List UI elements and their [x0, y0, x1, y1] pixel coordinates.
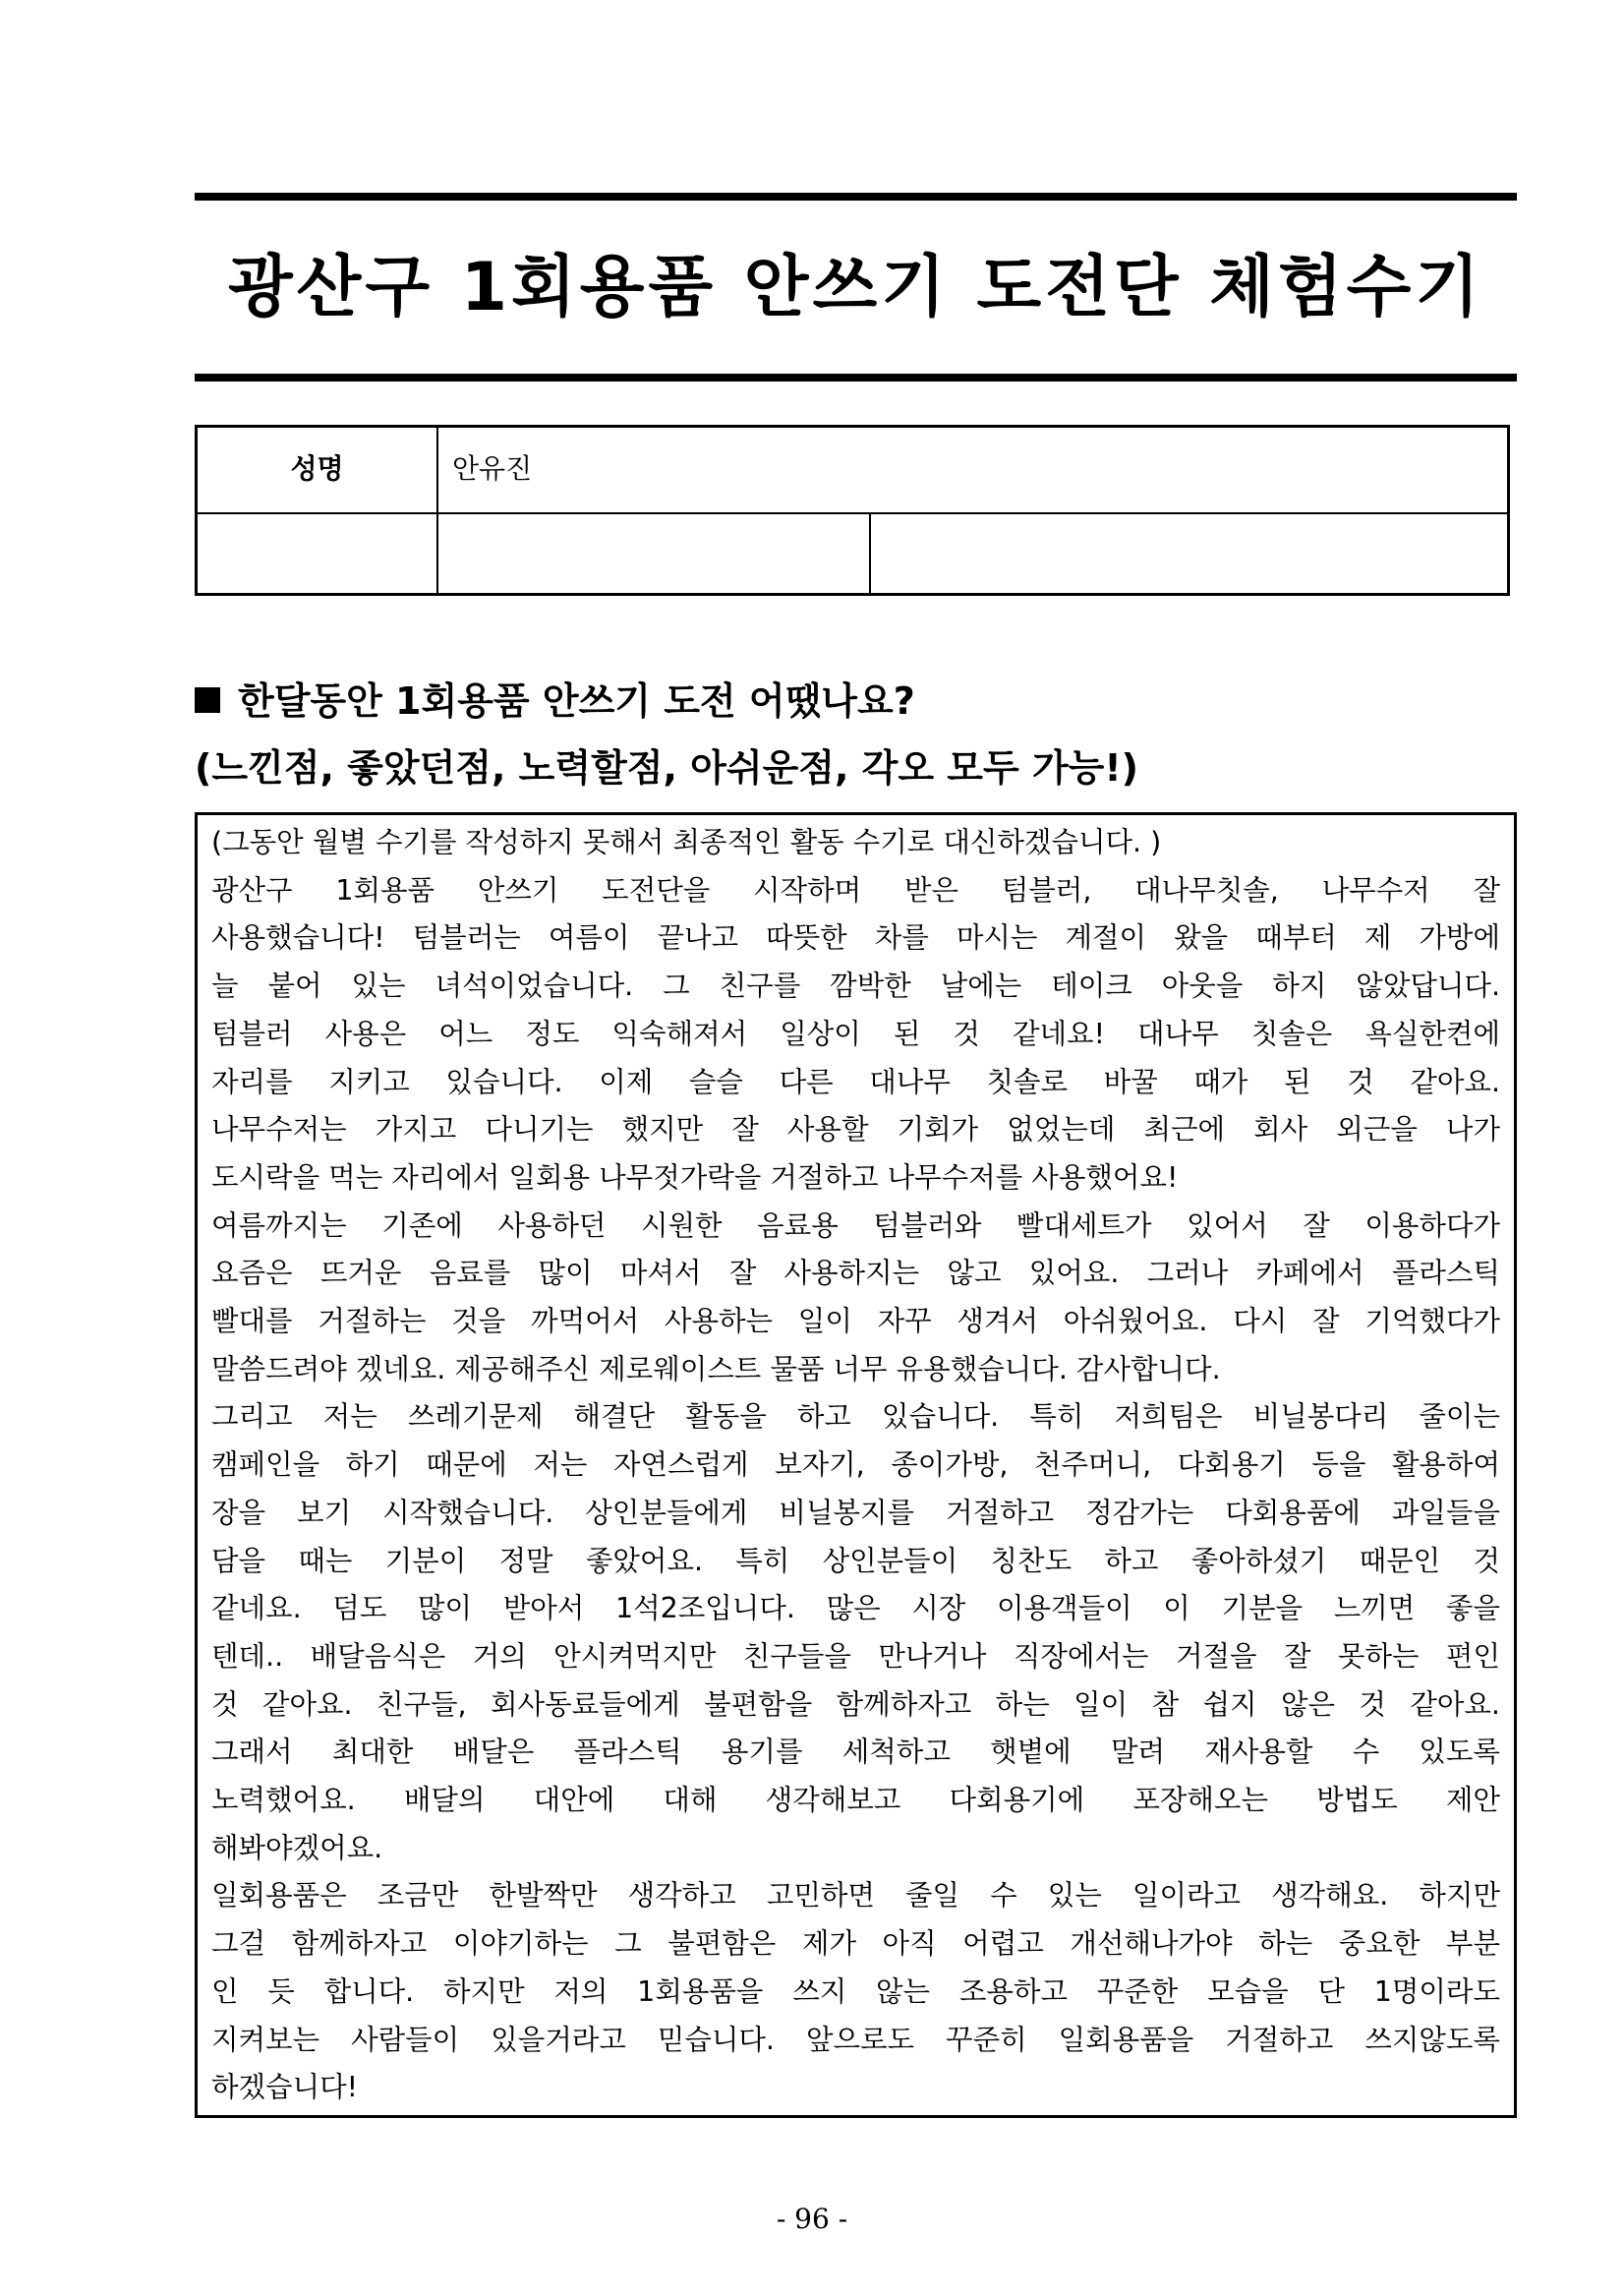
answer-line: (그동안 월별 수기를 작성하지 못해서 최종적인 활동 수기로 대신하겠습니다. ): [211, 826, 1162, 858]
answer-line: 일회용품은 조금만 한발짝만 생각하고 고민하면 줄일 수 있는 일이라고 생각해요. 하지만: [211, 1879, 1500, 1913]
empty-cell: [871, 514, 1507, 593]
answer-line: 같네요. 덤도 많이 받아서 1석2조입니다. 많은 시장 이용객들이 이 기분을 느끼면 좋을: [211, 1592, 1500, 1625]
answer-line: 텀블러 사용은 어느 정도 익숙해져서 일상이 된 것 같네요! 대나무 칫솔은 욕실한켠에: [211, 1017, 1500, 1050]
answer-line: 그걸 함께하자고 이야기하는 그 불편함은 제가 아직 어렵고 개선해나가야 하는 중요한 부분: [211, 1927, 1500, 1961]
answer-line: 캠페인을 하기 때문에 저는 자연스럽게 보자기, 종이가방, 천주머니, 다회용기 등을 활용하여: [211, 1448, 1500, 1482]
info-table: [195, 425, 1510, 596]
page-number: - 96 -: [776, 2203, 848, 2235]
answer-line: 자리를 지키고 있습니다. 이제 슬슬 다른 대나무 칫솔로 바꿀 때가 된 것 같아요.: [211, 1065, 1500, 1098]
answer-line: 그래서 최대한 배달은 플라스틱 용기를 세척하고 햇볕에 말려 재사용할 수 있도록: [211, 1736, 1500, 1769]
answer-line: 지켜보는 사람들이 있을거라고 믿습니다. 앞으로도 꾸준히 일회용품을 거절하고 쓰지않도록: [211, 2023, 1500, 2056]
empty-cell: [198, 514, 438, 593]
name-value: 안유진: [452, 452, 533, 485]
answer-line: 사용했습니다! 텀블러는 여름이 끝나고 따뜻한 차를 마시는 계절이 왔을 때부터 제 가방에: [211, 921, 1500, 955]
answer-line: 도시락을 먹는 자리에서 일회용 나무젓가락을 거절하고 나무수저를 사용했어요!: [211, 1160, 1179, 1194]
info-row-name: [198, 428, 1507, 514]
black-square-icon: [195, 687, 220, 713]
title-bottom-rule: [195, 374, 1517, 382]
answer-line: 것 같아요. 친구들, 회사동료들에게 불편함을 함께하자고 하는 일이 참 쉽지 않은 것 같아요.: [211, 1687, 1500, 1721]
answer-line: 여름까지는 기존에 사용하던 시원한 음료용 텀블러와 빨대세트가 있어서 잘 이용하다가: [211, 1208, 1500, 1242]
page-title: 광산구 1회용품 안쓰기 도전단 체험수기: [227, 249, 1484, 326]
answer-line: 늘 붙어 있는 녀석이었습니다. 그 친구를 깜박한 날에는 테이크 아웃을 하지 않았답니다.: [211, 970, 1500, 1003]
answer-line: 텐데.. 배달음식은 거의 안시켜먹지만 친구들을 만나거나 직장에서는 거절을 잘 못하는 편인: [211, 1639, 1500, 1673]
empty-cell: [438, 514, 871, 593]
info-row-empty: [198, 514, 1507, 593]
answer-line: 인 듯 합니다. 하지만 저의 1회용품을 쓰지 않는 조용하고 꾸준한 모습을 단 1명이라도: [211, 1974, 1500, 2008]
answer-line: 담을 때는 기분이 정말 좋았어요. 특히 상인분들이 칭찬도 하고 좋아하셨기 때문인 것: [211, 1544, 1500, 1577]
question-subtext: (느낀점, 좋았던점, 노력할점, 아쉬운점, 각오 모두 가능!): [195, 746, 1139, 790]
answer-line: 광산구 1회용품 안쓰기 도전단을 시작하며 받은 텀블러, 대나무칫솔, 나무수저 잘: [211, 873, 1500, 907]
answer-line: 요즘은 뜨거운 음료를 많이 마셔서 잘 사용하지는 않고 있어요. 그러나 카페에서 플라스틱: [211, 1257, 1500, 1290]
answer-line: 말씀드려야 겠네요. 제공해주신 제로웨이스트 물품 너무 유용했습니다. 감사합니다.: [211, 1352, 1221, 1385]
answer-line: 장을 보기 시작했습니다. 상인분들에게 비닐봉지를 거절하고 정감가는 다회용품에 과일들을: [211, 1496, 1500, 1529]
answer-line: 나무수저는 가지고 다니기는 했지만 잘 사용할 기회가 없었는데 최근에 회사 외근을 나가: [211, 1113, 1500, 1147]
answer-line: 빨대를 거절하는 것을 까먹어서 사용하는 일이 자꾸 생겨서 아쉬웠어요. 다시 잘 기억했다가: [211, 1305, 1500, 1338]
question-heading: [195, 677, 915, 726]
title-top-rule: [195, 193, 1517, 201]
answer-line: 하겠습니다!: [211, 2071, 359, 2104]
question-text: 한달동안 1회용품 안쓰기 도전 어땠나요?: [238, 679, 915, 723]
name-label: 성명: [198, 428, 438, 512]
answer-line: 노력했어요. 배달의 대안에 대해 생각해보고 다회용기에 포장해오는 방법도 제안: [211, 1784, 1500, 1817]
answer-line: 해봐야겠어요.: [211, 1831, 383, 1864]
answer-line: 그리고 저는 쓰레기문제 해결단 활동을 하고 있습니다. 특히 저희팀은 비닐봉다리 줄이는: [211, 1400, 1500, 1434]
answer-box: [195, 812, 1517, 2118]
